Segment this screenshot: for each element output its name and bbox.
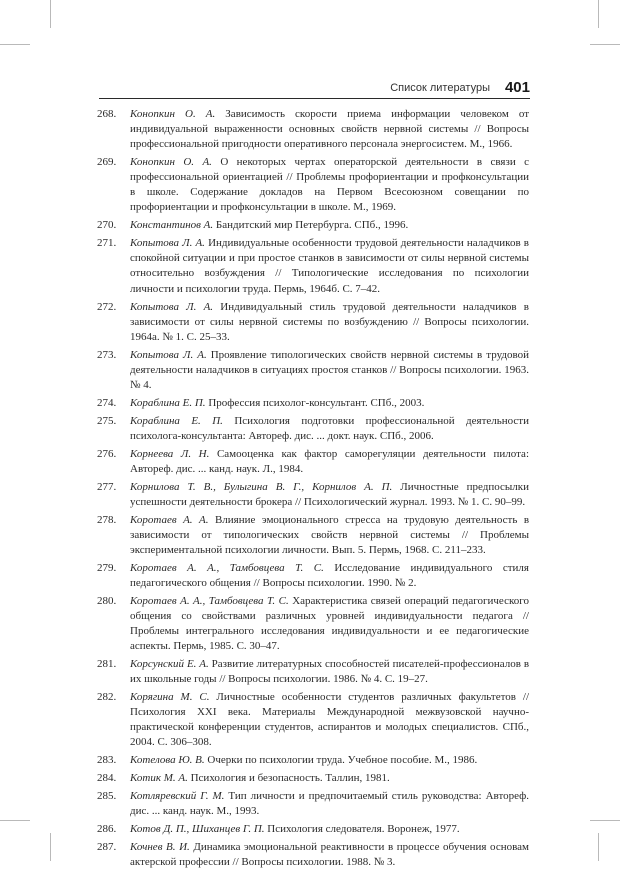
reference-authors: Кочнев В. И. [130, 841, 190, 854]
reference-text: Психология подготовки профессиональной деятельности психолога-консультанта: Автореф. дис. ... докт. наук. СПб., 2006. [130, 414, 529, 442]
reference-item [97, 594, 529, 654]
reference-number: 273. [97, 348, 117, 361]
reference-authors: Кораблина Е. П. [130, 414, 223, 427]
crop-mark [590, 820, 620, 821]
reference-number: 286. [97, 823, 117, 836]
reference-number: 271. [97, 237, 117, 250]
reference-text: Самооценка как фактор саморегуляции деятельности пилота: Автореф. дис. ... канд. наук. Л., 1984. [130, 447, 529, 475]
reference-list [97, 107, 529, 873]
reference-item [97, 840, 529, 870]
reference-authors: Копытова Л. А. [130, 348, 207, 361]
reference-item [97, 561, 529, 591]
reference-text: Зависимость скорости приема информации человеком от индивидуальной выраженности основных свойств нервной системы // Вопросы профессиональной пригодности оперативного персонала энергосистем. М., 1966. [130, 108, 530, 151]
reference-item [97, 218, 529, 233]
reference-number: 285. [97, 790, 117, 803]
reference-text: Профессия психолог-консультант. СПб., 2003. [205, 396, 425, 409]
reference-authors: Копытова Л. А. [130, 300, 214, 313]
reference-item [97, 300, 529, 345]
reference-authors: Конопкин О. А. [130, 156, 212, 169]
reference-number: 284. [97, 772, 117, 785]
crop-mark [50, 833, 51, 861]
reference-text: Влияние эмоционального стресса на трудовую деятельность в зависимости от типологических свойств нервной системы // Проблемы экспериментальной психологии личности. Вып. 5. Пермь, 1968. С. 211–233. [130, 513, 530, 556]
reference-authors: Котов Д. П., Шиханцев Г. П. [130, 823, 265, 836]
reference-text: Личностные особенности студентов различных факультетов // Психология XXI века. Материалы Международной межвузовской научно-практической конференции студентов, аспирантов и молодых специалистов. СПб., 2004. С. 306–308. [130, 691, 529, 749]
reference-authors: Коротаев А. А., Тамбовцева Т. С. [130, 594, 289, 607]
reference-item [97, 513, 529, 558]
reference-number: 287. [97, 841, 117, 854]
reference-number: 283. [97, 754, 117, 767]
reference-number: 275. [97, 414, 117, 427]
reference-number: 268. [97, 108, 117, 120]
reference-text: Исследование индивидуального стиля педагогического общения // Вопросы психологии. 1990. № 2. [130, 561, 529, 589]
reference-text: Проявление типологических свойств нервной системы в трудовой деятельности наладчиков в ситуациях простоя станков // Вопросы психологии. 1963. № 4. [130, 348, 529, 391]
page-number: 401 [504, 79, 530, 96]
crop-mark [590, 44, 620, 45]
header-title: Список литературы [390, 82, 490, 94]
reference-authors: Корягина М. С. [130, 691, 210, 704]
reference-item [97, 348, 529, 393]
reference-authors: Корнеева Л. Н. [130, 447, 210, 460]
reference-authors: Корсунский Е. А. [130, 658, 209, 671]
reference-text: Тип личности и предпочитаемый стиль руководства: Автореф. дис. ... канд. наук. М., 1993. [130, 790, 530, 818]
reference-item [97, 414, 529, 444]
reference-item [97, 789, 529, 819]
reference-number: 279. [97, 561, 117, 574]
reference-item [97, 447, 529, 477]
reference-text: Бандитский мир Петербурга. СПб., 1996. [213, 219, 409, 232]
reference-text: Развитие литературных способностей писателей-профессионалов в их школьные годы // Вопросы психологии. 1986. № 4. С. 19–27. [130, 658, 530, 686]
reference-item [97, 822, 529, 837]
reference-authors: Корнилова Т. В., Булыгина В. Г., Корнилов А. П. [130, 480, 393, 493]
reference-item [97, 690, 529, 750]
reference-item [97, 771, 529, 786]
reference-authors: Кораблина Е. П. [130, 396, 206, 409]
crop-mark [598, 833, 599, 861]
reference-item [97, 155, 529, 215]
reference-item [97, 396, 529, 411]
crop-mark [50, 0, 51, 28]
reference-number: 282. [97, 691, 117, 704]
crop-mark [0, 820, 30, 821]
reference-text: Психология следователя. Воронеж, 1977. [264, 823, 460, 836]
reference-number: 272. [97, 300, 117, 313]
reference-text: Очерки по психологии труда. Учебное пособие. М., 1986. [204, 754, 478, 767]
reference-text: Психология и безопасность. Таллин, 1981. [187, 772, 390, 785]
reference-item [97, 657, 529, 687]
reference-item [97, 480, 529, 510]
reference-authors: Константинов А. [130, 219, 214, 232]
reference-number: 281. [97, 658, 117, 671]
reference-authors: Коротаев А. А. [130, 513, 209, 526]
crop-mark [0, 44, 30, 45]
reference-authors: Коротаев А. А., Тамбовцева Т. С. [130, 561, 324, 574]
reference-authors: Котляревский Г. М. [130, 790, 225, 803]
reference-number: 278. [97, 513, 117, 526]
reference-number: 277. [97, 480, 117, 493]
reference-item [97, 107, 529, 152]
reference-text: О некоторых чертах операторской деятельности в связи с профессиональной ориентацией // Проблемы профориентации и профконсультации в школе. Содержание докладов на Первом Всесоюзном совещании по профориентации и профконсультации в школе. М., 1969. [130, 156, 529, 214]
reference-number: 280. [97, 594, 117, 607]
reference-authors: Котик М. А. [130, 772, 188, 785]
reference-number: 269. [97, 156, 117, 169]
reference-authors: Конопкин О. А. [130, 108, 216, 120]
reference-text: Личностные предпосылки успешности деятельности брокера // Психологический журнал. 1993. № 1. С. 90–99. [130, 480, 529, 508]
reference-item [97, 753, 529, 768]
reference-text: Индивидуальные особенности трудовой деятельности наладчиков в спокойной ситуации и при простое станков в зависимости от силы нервной системы относительно возбуждения // Типологические исследования по психологии личности и психологии труда. Пермь, 1964б. С. 7–42. [130, 237, 529, 295]
reference-authors: Копытова Л. А. [130, 237, 205, 250]
reference-text: Индивидуальный стиль трудовой деятельности наладчиков в зависимости от силы нервной системы по возбуждению // Вопросы психологии. 1964а. № 1. С. 25–33. [130, 300, 529, 343]
reference-number: 270. [97, 219, 117, 232]
reference-number: 274. [97, 396, 117, 409]
reference-text: Характеристика связей операций педагогического общения со свойствами различных уровней индивидуальности педагога // Проблемы интегрального исследования индивидуальности и ее педагогические аспекты. Пермь, 1985. С. 30–47. [130, 594, 529, 653]
reference-item [97, 236, 529, 296]
reference-text: Динамика эмоциональной реактивности в процессе обучения основам актерской профессии // Вопросы психологии. 1988. № 3. [130, 841, 529, 869]
crop-mark [598, 0, 599, 28]
running-header [99, 78, 530, 99]
reference-number: 276. [97, 447, 117, 460]
reference-authors: Котелова Ю. В. [130, 754, 205, 767]
